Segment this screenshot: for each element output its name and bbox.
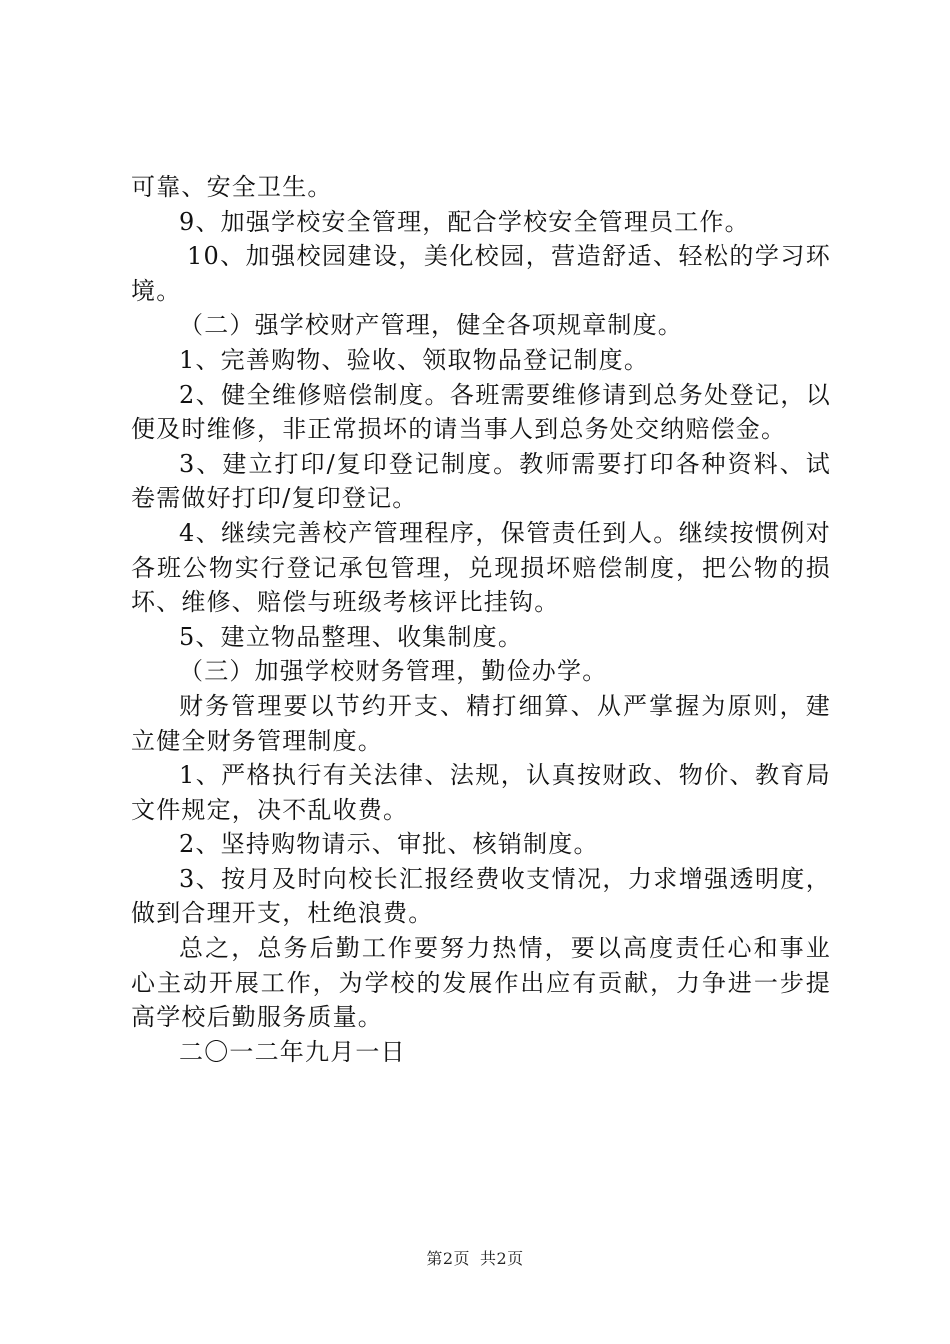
paragraph-item-9: 9、加强学校安全管理，配合学校安全管理员工作。 [179,207,750,236]
paragraph-finance-1: 1、严格执行有关法律、法规，认真按财政、物价、教育局文件规定，决不乱收费。 [131,761,831,824]
section-heading-3: （三）加强学校财务管理，勤俭办学。 [179,657,608,686]
paragraph-finance-3: 3、按月及时向校长汇报经费收支情况，力求增强透明度，做到合理开支，杜绝浪费。 [131,864,831,928]
paragraph-finance-intro: 财务管理要以节约开支、精打细算、从严掌握为原则，建立健全财务管理制度。 [131,691,831,755]
document-date: 二〇一二年九月一日 [179,1037,406,1066]
page-footer [0,1246,950,1269]
paragraph-continuation: 可靠、安全卫生。 [131,173,333,201]
document-body [131,170,831,1069]
section-heading-2: （二）强学校财产管理，健全各项规章制度。 [179,311,683,340]
paragraph-item-10: 10、加强校园建设，美化校园，营造舒适、轻松的学习环境。 [131,242,831,305]
paragraph-property-1: 1、完善购物、验收、领取物品登记制度。 [179,345,650,374]
paragraph-property-5: 5、建立物品整理、收集制度。 [179,622,524,651]
paragraph-finance-2: 2、坚持购物请示、审批、核销制度。 [179,830,599,859]
page-number-total: 共2页 [480,1249,524,1268]
paragraph-property-4: 4、继续完善校产管理程序，保管责任到人。继续按惯例对各班公物实行登记承包管理，兑现损坏赔偿制度，把公物的损坏、维修、赔偿与班级考核评比挂钩。 [131,518,831,617]
page-number-current: 第2页 [426,1249,470,1268]
paragraph-property-2: 2、健全维修赔偿制度。各班需要维修请到总务处登记，以便及时维修，非正常损坏的请当事人到总务处交纳赔偿金。 [131,380,831,444]
paragraph-conclusion: 总之，总务后勤工作要努力热情，要以高度责任心和事业心主动开展工作，为学校的发展作出应有贡献，力争进一步提高学校后勤服务质量。 [131,934,831,1032]
paragraph-property-3: 3、建立打印/复印登记制度。教师需要打印各种资料、试卷需做好打印/复印登记。 [131,449,831,513]
